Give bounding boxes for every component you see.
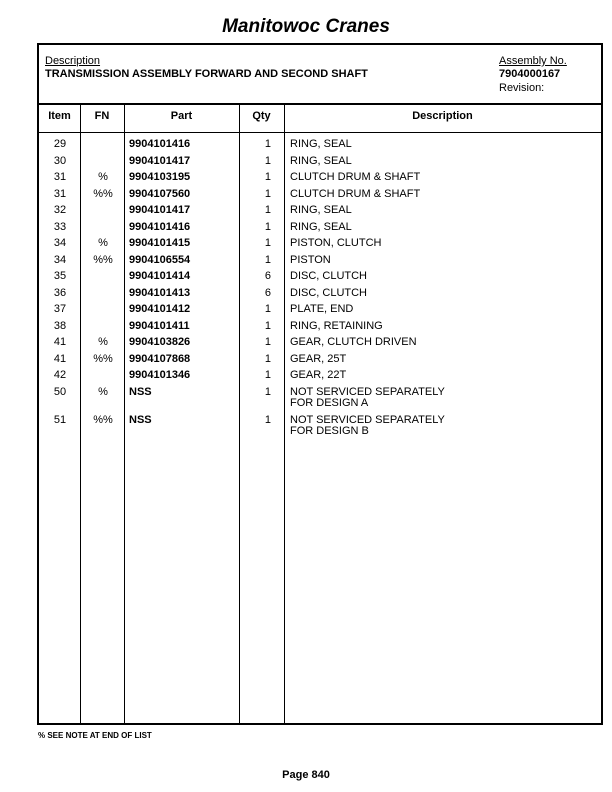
table-row: [39, 255, 601, 272]
part-description: GEAR, CLUTCH DRIVEN: [290, 336, 417, 348]
item-number: 33: [53, 220, 67, 233]
table-row: [39, 156, 601, 173]
item-number: 51: [53, 413, 67, 426]
item-number: 42: [53, 369, 67, 381]
part-description: PISTON: [290, 253, 331, 266]
part-number: 9904101411: [129, 319, 190, 332]
part-number: 9904101416: [129, 220, 191, 233]
quantity: 1: [264, 303, 271, 315]
table-row: [39, 288, 601, 305]
column-header-part: Part: [170, 110, 193, 122]
part-description: RING, RETAINING: [290, 319, 383, 332]
parts-table-frame: [37, 43, 603, 725]
part-description: PISTON, CLUTCH: [290, 237, 382, 249]
table-row: [39, 415, 601, 443]
table-row: [39, 337, 601, 354]
assembly-no-label: Assembly No.: [499, 55, 567, 67]
part-number: 9904101412: [129, 303, 191, 315]
part-number: 9904101417: [129, 154, 191, 167]
parts-list: [39, 139, 601, 443]
part-number: 9904107560: [129, 187, 191, 200]
quantity: 1: [264, 204, 271, 216]
quantity: 1: [264, 220, 271, 233]
part-number: NSS: [129, 385, 152, 398]
part-number: NSS: [129, 413, 152, 426]
table-row: [39, 222, 601, 239]
quantity: 1: [264, 352, 271, 365]
table-row: [39, 271, 601, 288]
page-number: Page 840: [282, 769, 330, 781]
part-number: 9904101346: [129, 369, 191, 381]
item-number: 36: [53, 286, 67, 299]
quantity: 1: [264, 385, 271, 398]
part-description: CLUTCH DRUM & SHAFT: [290, 187, 421, 200]
part-description: PLATE, END: [290, 303, 354, 315]
quantity: 1: [264, 253, 271, 266]
column-header-qty: Qty: [252, 110, 271, 122]
column-header-description: Description: [412, 110, 473, 122]
part-description: GEAR, 25T: [290, 352, 347, 365]
item-number: 29: [53, 138, 67, 150]
table-row: [39, 321, 601, 338]
quantity: 1: [264, 369, 271, 381]
quantity: 6: [264, 286, 271, 299]
part-description: RING, SEAL: [290, 204, 352, 216]
item-number: 50: [53, 385, 67, 398]
item-number: 31: [53, 171, 67, 183]
item-number: 31: [53, 187, 67, 200]
item-number: 41: [53, 336, 67, 348]
fn-code: %: [98, 336, 108, 348]
part-number: 9904101414: [129, 270, 191, 282]
table-row: [39, 370, 601, 387]
quantity: 1: [264, 237, 271, 249]
fn-code: %: [98, 237, 108, 249]
part-description: GEAR, 22T: [290, 369, 347, 381]
table-row: [39, 205, 601, 222]
part-number: 9904101417: [129, 204, 191, 216]
part-number: 9904101416: [129, 138, 191, 150]
item-number: 32: [53, 204, 67, 216]
quantity: 1: [264, 413, 271, 426]
part-description: NOT SERVICED SEPARATELY FOR DESIGN A: [290, 385, 445, 409]
quantity: 6: [264, 270, 271, 282]
assembly-description: TRANSMISSION ASSEMBLY FORWARD AND SECOND SHAFT: [45, 68, 368, 80]
fn-code: %%: [93, 413, 113, 426]
quantity: 1: [264, 187, 271, 200]
assembly-number: 7904000167: [499, 68, 561, 80]
item-number: 38: [53, 319, 67, 332]
item-number: 37: [53, 303, 67, 315]
part-number: 9904103826: [129, 336, 191, 348]
description-label: Description: [45, 55, 101, 67]
table-row: [39, 354, 601, 371]
fn-code: %%: [93, 187, 113, 200]
table-row: [39, 304, 601, 321]
quantity: 1: [264, 319, 271, 332]
fn-code: %%: [93, 352, 113, 365]
table-row: [39, 387, 601, 415]
quantity: 1: [264, 171, 271, 183]
part-number: 9904103195: [129, 171, 191, 183]
part-description: DISC, CLUTCH: [290, 286, 368, 299]
item-number: 35: [53, 270, 67, 282]
part-description: RING, SEAL: [290, 154, 352, 167]
part-number: 9904106554: [129, 253, 191, 266]
revision-label: Revision:: [499, 82, 545, 94]
part-number: 9904107868: [129, 352, 191, 365]
table-row: [39, 172, 601, 189]
quantity: 1: [264, 138, 271, 150]
table-row: [39, 238, 601, 255]
page-title: Manitowoc Cranes: [222, 16, 390, 37]
column-header-fn: FN: [94, 110, 110, 122]
part-description: CLUTCH DRUM & SHAFT: [290, 171, 421, 183]
table-row: [39, 189, 601, 206]
table-row: [39, 139, 601, 156]
item-number: 34: [53, 237, 67, 249]
column-header-item: Item: [48, 110, 71, 122]
fn-code: %: [98, 171, 108, 183]
item-number: 30: [53, 154, 67, 167]
quantity: 1: [264, 154, 271, 167]
item-number: 34: [53, 253, 67, 266]
part-description: NOT SERVICED SEPARATELY FOR DESIGN B: [290, 413, 445, 437]
quantity: 1: [264, 336, 271, 348]
part-description: RING, SEAL: [290, 138, 352, 150]
fn-code: %: [98, 385, 108, 398]
part-number: 9904101415: [129, 237, 191, 249]
footnote: % SEE NOTE AT END OF LIST: [38, 731, 152, 740]
part-description: RING, SEAL: [290, 220, 352, 233]
item-number: 41: [53, 352, 67, 365]
part-description: DISC, CLUTCH: [290, 270, 368, 282]
fn-code: %%: [93, 253, 113, 266]
part-number: 9904101413: [129, 286, 191, 299]
